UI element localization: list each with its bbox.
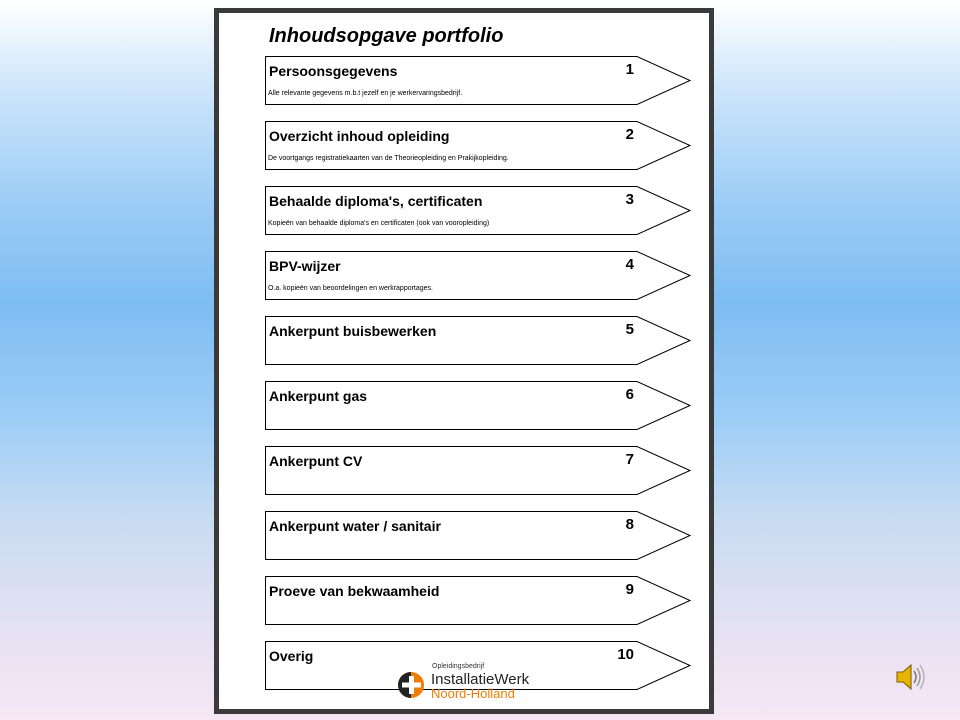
section-tab[interactable] — [265, 316, 691, 365]
logo-name-line1: InstallatieWerk — [431, 671, 530, 688]
section-label: Ankerpunt water / sanitair — [269, 518, 441, 534]
section-number: 4 — [625, 256, 634, 273]
section-number: 7 — [625, 451, 634, 468]
section-label: Ankerpunt CV — [269, 453, 363, 469]
section-label: Ankerpunt gas — [269, 388, 368, 404]
installatiewerk-logo-icon — [397, 671, 427, 699]
logo-name-line2: Noord-Holland — [431, 686, 515, 701]
section-tab[interactable] — [265, 381, 691, 430]
section-description: Alle relevante gegevens m.b.t jezelf en je werkervaringsbedrijf. — [268, 90, 463, 97]
section-tab[interactable] — [265, 511, 691, 560]
section-label: Persoonsgegevens — [269, 63, 398, 79]
section-number: 2 — [625, 126, 634, 143]
section-tab[interactable] — [265, 121, 691, 170]
speaker-icon[interactable] — [893, 660, 927, 694]
section-label: Proeve van bekwaamheid — [269, 583, 440, 599]
section-description: O.a. kopieën van beoordelingen en werkrapportages. — [268, 285, 433, 292]
section-number: 5 — [625, 321, 634, 338]
document-page — [219, 13, 709, 709]
section-number: 8 — [625, 516, 634, 533]
logo-tagline: Opleidingsbedrijf — [432, 663, 485, 670]
section-tab[interactable] — [265, 446, 691, 495]
section-tab[interactable] — [265, 576, 691, 625]
section-description: Kopieën van behaalde diploma's en certificaten (ook van vooropleiding) — [268, 220, 490, 227]
section-label: Overzicht inhoud opleiding — [269, 128, 450, 144]
document-title: Inhoudsopgave portfolio — [269, 25, 504, 47]
installatiewerk-logo — [397, 663, 537, 699]
section-tab-list — [265, 56, 695, 706]
section-label: BPV-wijzer — [269, 258, 341, 274]
section-number: 1 — [625, 61, 634, 78]
section-label: Overig — [269, 648, 314, 664]
section-number: 10 — [617, 646, 634, 663]
section-number: 6 — [625, 386, 634, 403]
section-label: Behaalde diploma's, certificaten — [269, 193, 483, 209]
section-tab[interactable] — [265, 186, 691, 235]
section-number: 9 — [625, 581, 634, 598]
section-tab[interactable] — [265, 56, 691, 105]
section-number: 3 — [625, 191, 634, 208]
section-label: Ankerpunt buisbewerken — [269, 323, 437, 339]
section-tab[interactable] — [265, 251, 691, 300]
section-description: De voortgangs registratiekaarten van de Theorieopleiding en Prakijkopleiding. — [268, 155, 509, 162]
